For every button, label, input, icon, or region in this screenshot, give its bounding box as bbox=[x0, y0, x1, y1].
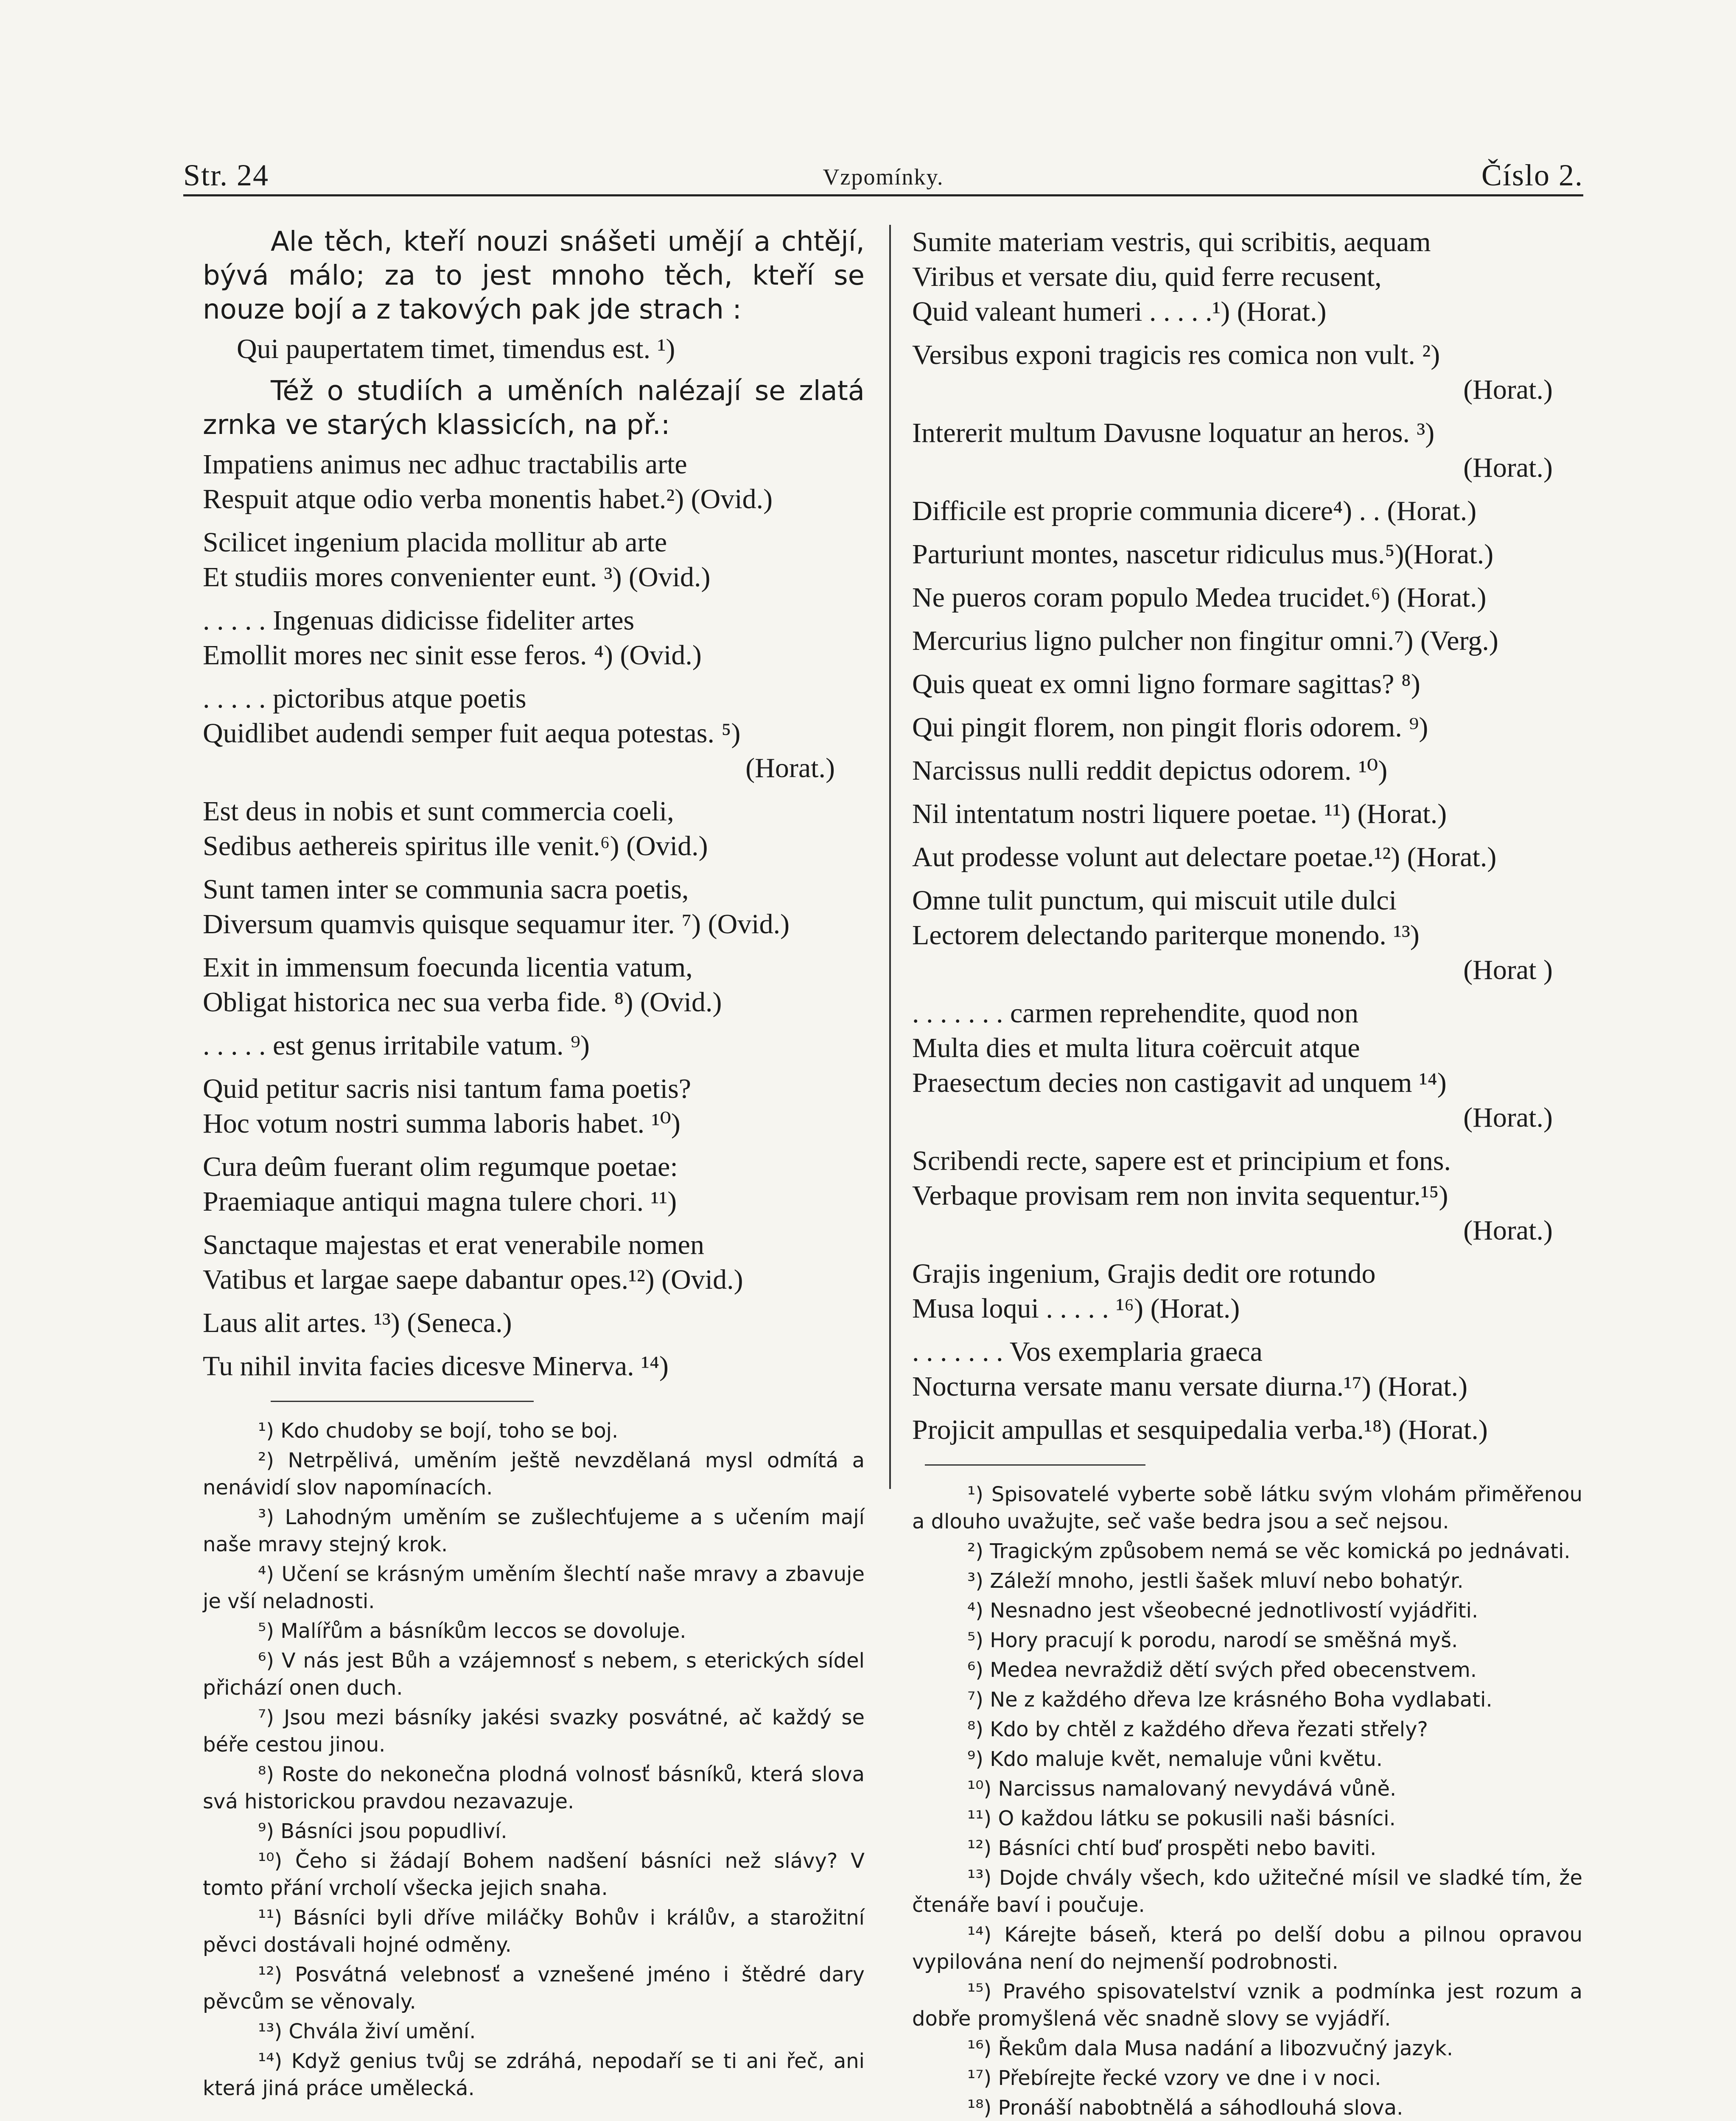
page-number: Str. 24 bbox=[183, 158, 269, 192]
quote-line: Quid valeant humeri . . . . .¹) (Horat.) bbox=[912, 296, 1327, 327]
quote-line: Verbaque provisam rem non invita sequentur.¹⁵) bbox=[912, 1180, 1448, 1211]
left-footnotes bbox=[203, 1417, 865, 2102]
footnote: ¹⁷) Přebírejte řecké vzory ve dne i v noci. bbox=[967, 2066, 1381, 2090]
quote-block bbox=[912, 797, 1582, 831]
left-quotes bbox=[203, 447, 865, 1384]
quote-line: Est deus in nobis et sunt commercia coeli, bbox=[203, 796, 674, 827]
quote-line: . . . . . . . Vos exemplaria graeca bbox=[912, 1336, 1263, 1367]
quote-line: . . . . . Ingenuas didicisse fideliter artes bbox=[203, 605, 635, 636]
page-header bbox=[183, 158, 1583, 204]
footnote: ¹⁶) Řekům dala Musa nadání a libozvučný jazyk. bbox=[967, 2037, 1453, 2060]
footnote: ⁴) Nesnadno jest všeobecné jednotlivostí vyjádřiti. bbox=[967, 1599, 1478, 1623]
quote-line: Qui pingit florem, non pingit floris odorem. ⁹) bbox=[912, 712, 1428, 743]
footnote-rule bbox=[925, 1464, 1145, 1466]
footnote: ¹⁸) Pronáší nabobtnělá a sáhodlouhá slova. bbox=[967, 2096, 1403, 2120]
footnote: ¹²) Básníci chtí buď prospěti nebo baviti. bbox=[967, 1836, 1377, 1860]
quote-block bbox=[912, 494, 1582, 529]
quote-line: Tu nihil invita facies dicesve Minerva. ¹⁴) bbox=[203, 1351, 669, 1382]
quote-line: Viribus et versate diu, quid ferre recusent, bbox=[912, 261, 1382, 292]
footnote: ¹⁵) Pravého spisovatelství vznik a podmínka jest rozum a dobře promyšlená věc snadně slovy se vyjádří. bbox=[912, 1980, 1582, 2031]
footnote: ¹⁴) Když genius tvůj se zdráhá, nepodaří se ti ani řeč, ani která jiná práce umělecká. bbox=[203, 2049, 865, 2100]
header-rule bbox=[183, 194, 1583, 196]
footnote: ⁷) Jsou mezi básníky jakési svazky posvátné, ač každý se béře cestou jinou. bbox=[203, 1706, 865, 1757]
footnote: ⁴) Učení se krásným uměním šlechtí naše mravy a zbavuje je vší neladnosti. bbox=[203, 1562, 865, 1613]
quote-block bbox=[912, 710, 1582, 745]
quote-attribution: (Horat.) bbox=[1463, 452, 1553, 483]
quote-line: Grajis ingenium, Grajis dedit ore rotundo bbox=[912, 1258, 1376, 1289]
quote-line: Mercurius ligno pulcher non fingitur omni.⁷) (Verg.) bbox=[912, 625, 1498, 656]
footnote: ⁸) Roste do nekonečna plodná volnosť básníků, která slova svá historickou pravdou nezavazuje. bbox=[203, 1763, 865, 1813]
quote-block bbox=[203, 1306, 865, 1340]
quote-block bbox=[912, 1144, 1582, 1248]
quote-line: Omne tulit punctum, qui miscuit utile dulci bbox=[912, 885, 1397, 916]
quote-block bbox=[912, 1256, 1582, 1326]
quote-line: Impatiens animus nec adhuc tractabilis arte bbox=[203, 449, 687, 480]
quote-block bbox=[203, 603, 865, 673]
footnote: ⁹) Básníci jsou popudliví. bbox=[258, 1819, 507, 1843]
quote-line: Emollit mores nec sinit esse feros. ⁴) (Ovid.) bbox=[203, 640, 702, 671]
quote-line: Nil intentatum nostri liquere poetae. ¹¹) (Horat.) bbox=[912, 798, 1447, 829]
quote-line: Versibus exponi tragicis res comica non vult. ²) bbox=[912, 339, 1440, 370]
quote-line: Narcissus nulli reddit depictus odorem. ¹⁰) bbox=[912, 755, 1388, 786]
quote-line: Sunt tamen inter se communia sacra poetis, bbox=[203, 874, 689, 905]
quote-block bbox=[912, 338, 1582, 407]
intro-paragraph-2: Též o studiích a uměních nalézají se zlatá zrnka ve starých klassicích, na př.: bbox=[203, 375, 865, 441]
footnote: ⁸) Kdo by chtěl z každého dřeva řezati střely? bbox=[967, 1718, 1428, 1741]
quote-line: Praemiaque antiqui magna tulere chori. ¹¹) bbox=[203, 1186, 677, 1217]
quote-line: Exit in immensum foecunda licentia vatum, bbox=[203, 952, 693, 983]
footnote: ¹⁰) Narcissus namalovaný nevydává vůně. bbox=[967, 1777, 1397, 1801]
quote-block bbox=[203, 1349, 865, 1384]
quote-line: Lectorem delectando pariterque monendo. ¹³) bbox=[912, 920, 1420, 951]
quote-block bbox=[203, 1072, 865, 1141]
footnote: ¹¹) Básníci byli dříve miláčky Bohův i králův, a starožitní pěvci dostávali hojné odměny. bbox=[203, 1906, 865, 1957]
footnote: ⁷) Ne z každého dřeva lze krásného Boha vydlabati. bbox=[967, 1688, 1492, 1712]
quote-line: . . . . . pictoribus atque poetis bbox=[203, 683, 526, 714]
footnote: ⁵) Malířům a básníkům leccos se dovoluje. bbox=[258, 1619, 686, 1643]
footnote: ¹⁰) Čeho si žádají Bohem nadšení básníci než slávy? V tomto přání vrcholí všecka jejich snaha. bbox=[203, 1849, 865, 1900]
quote-line: Multa dies et multa litura coërcuit atque bbox=[912, 1033, 1360, 1063]
quote-line: Intererit multum Davusne loquatur an heros. ³) bbox=[912, 417, 1435, 448]
footnote: ³) Záleží mnoho, jestli šašek mluví nebo bohatýr. bbox=[967, 1569, 1464, 1593]
quote-line: Musa loqui . . . . . ¹⁶) (Horat.) bbox=[912, 1293, 1240, 1324]
quote-line: Aut prodesse volunt aut delectare poetae.¹²) (Horat.) bbox=[912, 842, 1497, 873]
footnote: ³) Lahodným uměním se zušlechťujeme a s učením mají naše mravy stejný krok. bbox=[203, 1505, 865, 1556]
quote-line: Quis queat ex omni ligno formare sagittas? ⁸) bbox=[912, 669, 1420, 700]
footnote: ¹) Kdo chudoby se bojí, toho se boj. bbox=[258, 1419, 619, 1443]
quote-block bbox=[203, 950, 865, 1020]
footnote: ⁶) Medea nevraždiž dětí svých před obecenstvem. bbox=[967, 1658, 1477, 1682]
footnote: ¹³) Dojde chvály všech, kdo užitečné mísil ve sladké tím, že čtenáře baví i poučuje. bbox=[912, 1866, 1582, 1917]
quote-block bbox=[912, 883, 1582, 988]
quote-block bbox=[203, 447, 865, 517]
right-footnotes bbox=[912, 1481, 1582, 2121]
footnote: ⁶) V nás jest Bůh a vzájemnosť s nebem, s eterických sídel přichází onen duch. bbox=[203, 1649, 865, 1700]
quote-block bbox=[203, 1028, 865, 1063]
column-divider bbox=[889, 225, 891, 1489]
quote-line: Quid petitur sacris nisi tantum fama poetis? bbox=[203, 1073, 692, 1104]
quote-line: Parturiunt montes, nascetur ridiculus mus.⁵)(Horat.) bbox=[912, 539, 1494, 570]
footnote: ¹³) Chvála živí umění. bbox=[258, 2020, 476, 2043]
quote-block bbox=[912, 580, 1582, 615]
quote-block bbox=[912, 1335, 1582, 1404]
quote-line: Difficile est proprie communia dicere⁴) . . (Horat.) bbox=[912, 495, 1477, 526]
quote-line: . . . . . . . carmen reprehendite, quod non bbox=[912, 998, 1359, 1029]
quote-line: Obligat historica nec sua verba fide. ⁸) (Ovid.) bbox=[203, 987, 722, 1018]
quote-block bbox=[912, 753, 1582, 788]
running-title: Vzpomínky. bbox=[823, 164, 944, 190]
quote-line: Nocturna versate manu versate diurna.¹⁷) (Horat.) bbox=[912, 1371, 1468, 1402]
quote-attribution: (Horat.) bbox=[1463, 374, 1553, 405]
left-column bbox=[203, 225, 865, 2104]
quote-line: Cura deûm fuerant olim regumque poetae: bbox=[203, 1151, 678, 1182]
quote-line: Quidlibet audendi semper fuit aequa potestas. ⁵) bbox=[203, 718, 741, 749]
quote-line: Ne pueros coram populo Medea trucidet.⁶) (Horat.) bbox=[912, 582, 1487, 613]
quote-block bbox=[912, 1413, 1582, 1447]
right-quotes bbox=[912, 225, 1582, 1447]
quote-line: Scribendi recte, sapere est et principium et fons. bbox=[912, 1145, 1451, 1176]
quote-attribution: (Horat ) bbox=[1463, 954, 1553, 985]
quote-line: Praesectum decies non castigavit ad unquem ¹⁴) bbox=[912, 1067, 1447, 1098]
footnote: ¹⁴) Kárejte báseň, která po delší dobu a pilnou opravou vypilována není do nejmenší podrobnosti. bbox=[912, 1923, 1582, 1974]
quote-line: Respuit atque odio verba monentis habet.²) (Ovid.) bbox=[203, 484, 773, 515]
footnote: ¹¹) O každou látku se pokusili naši básníci. bbox=[967, 1807, 1396, 1830]
intro-paragraph: Ale těch, kteří nouzi snášeti umějí a chtějí, bývá málo; za to jest mnoho těch, kteří se nouze bojí a z takových pak jde strach : bbox=[203, 226, 865, 325]
quote-attribution: (Horat.) bbox=[1463, 1102, 1553, 1133]
quote-attribution: (Horat.) bbox=[1463, 1215, 1553, 1246]
quote-block bbox=[912, 225, 1582, 329]
issue-number: Číslo 2. bbox=[1481, 158, 1583, 192]
motto-quote: Qui paupertatem timet, timendus est. ¹) bbox=[237, 333, 675, 364]
footnote: ⁹) Kdo maluje květ, nemaluje vůni květu. bbox=[967, 1747, 1383, 1771]
footnote: ¹) Spisovatelé vyberte sobě látku svým vlohám přiměřenou a dlouho uvažujte, seč vaše bedra jsou a seč nejsou. bbox=[912, 1483, 1582, 1533]
footnote: ¹²) Posvátná velebnosť a vznešené jméno i štědré dary pěvcům se věnovaly. bbox=[203, 1963, 865, 2014]
quote-block bbox=[912, 667, 1582, 702]
quote-block bbox=[912, 416, 1582, 485]
quote-line: Vatibus et largae saepe dabantur opes.¹²) (Ovid.) bbox=[203, 1264, 743, 1295]
quote-line: Hoc votum nostri summa laboris habet. ¹⁰) bbox=[203, 1108, 680, 1139]
quote-block bbox=[912, 624, 1582, 658]
quote-block bbox=[203, 681, 865, 786]
quote-line: Sanctaque majestas et erat venerabile nomen bbox=[203, 1229, 704, 1260]
quote-line: Projicit ampullas et sesquipedalia verba.¹⁸) (Horat.) bbox=[912, 1414, 1488, 1445]
right-column bbox=[912, 225, 1582, 2121]
quote-line: Laus alit artes. ¹³) (Seneca.) bbox=[203, 1307, 512, 1338]
footnote: ²) Tragickým způsobem nemá se věc komická po jednávati. bbox=[967, 1539, 1571, 1563]
quote-line: Scilicet ingenium placida mollitur ab arte bbox=[203, 527, 667, 558]
footnote: ⁵) Hory pracují k porodu, narodí se směšná myš. bbox=[967, 1629, 1458, 1652]
quote-block bbox=[203, 794, 865, 864]
quote-line: Et studiis mores convenienter eunt. ³) (Ovid.) bbox=[203, 562, 711, 593]
footnote: ²) Netrpělivá, uměním ještě nevzdělaná mysl odmítá a nenávidí slov napomínacích. bbox=[203, 1449, 865, 1500]
quote-block bbox=[912, 996, 1582, 1135]
quote-block bbox=[203, 1150, 865, 1219]
quote-attribution: (Horat.) bbox=[745, 753, 835, 783]
quote-line: Sumite materiam vestris, qui scribitis, aequam bbox=[912, 227, 1431, 257]
quote-line: . . . . . est genus irritabile vatum. ⁹) bbox=[203, 1030, 590, 1061]
quote-block bbox=[203, 525, 865, 595]
quote-line: Diversum quamvis quisque sequamur iter. ⁷) (Ovid.) bbox=[203, 909, 790, 940]
quote-block bbox=[912, 840, 1582, 875]
footnote-rule bbox=[271, 1401, 534, 1402]
quote-line: Sedibus aethereis spiritus ille venit.⁶) (Ovid.) bbox=[203, 831, 708, 862]
quote-block bbox=[203, 872, 865, 942]
quote-block bbox=[912, 537, 1582, 572]
quote-block bbox=[203, 1228, 865, 1297]
